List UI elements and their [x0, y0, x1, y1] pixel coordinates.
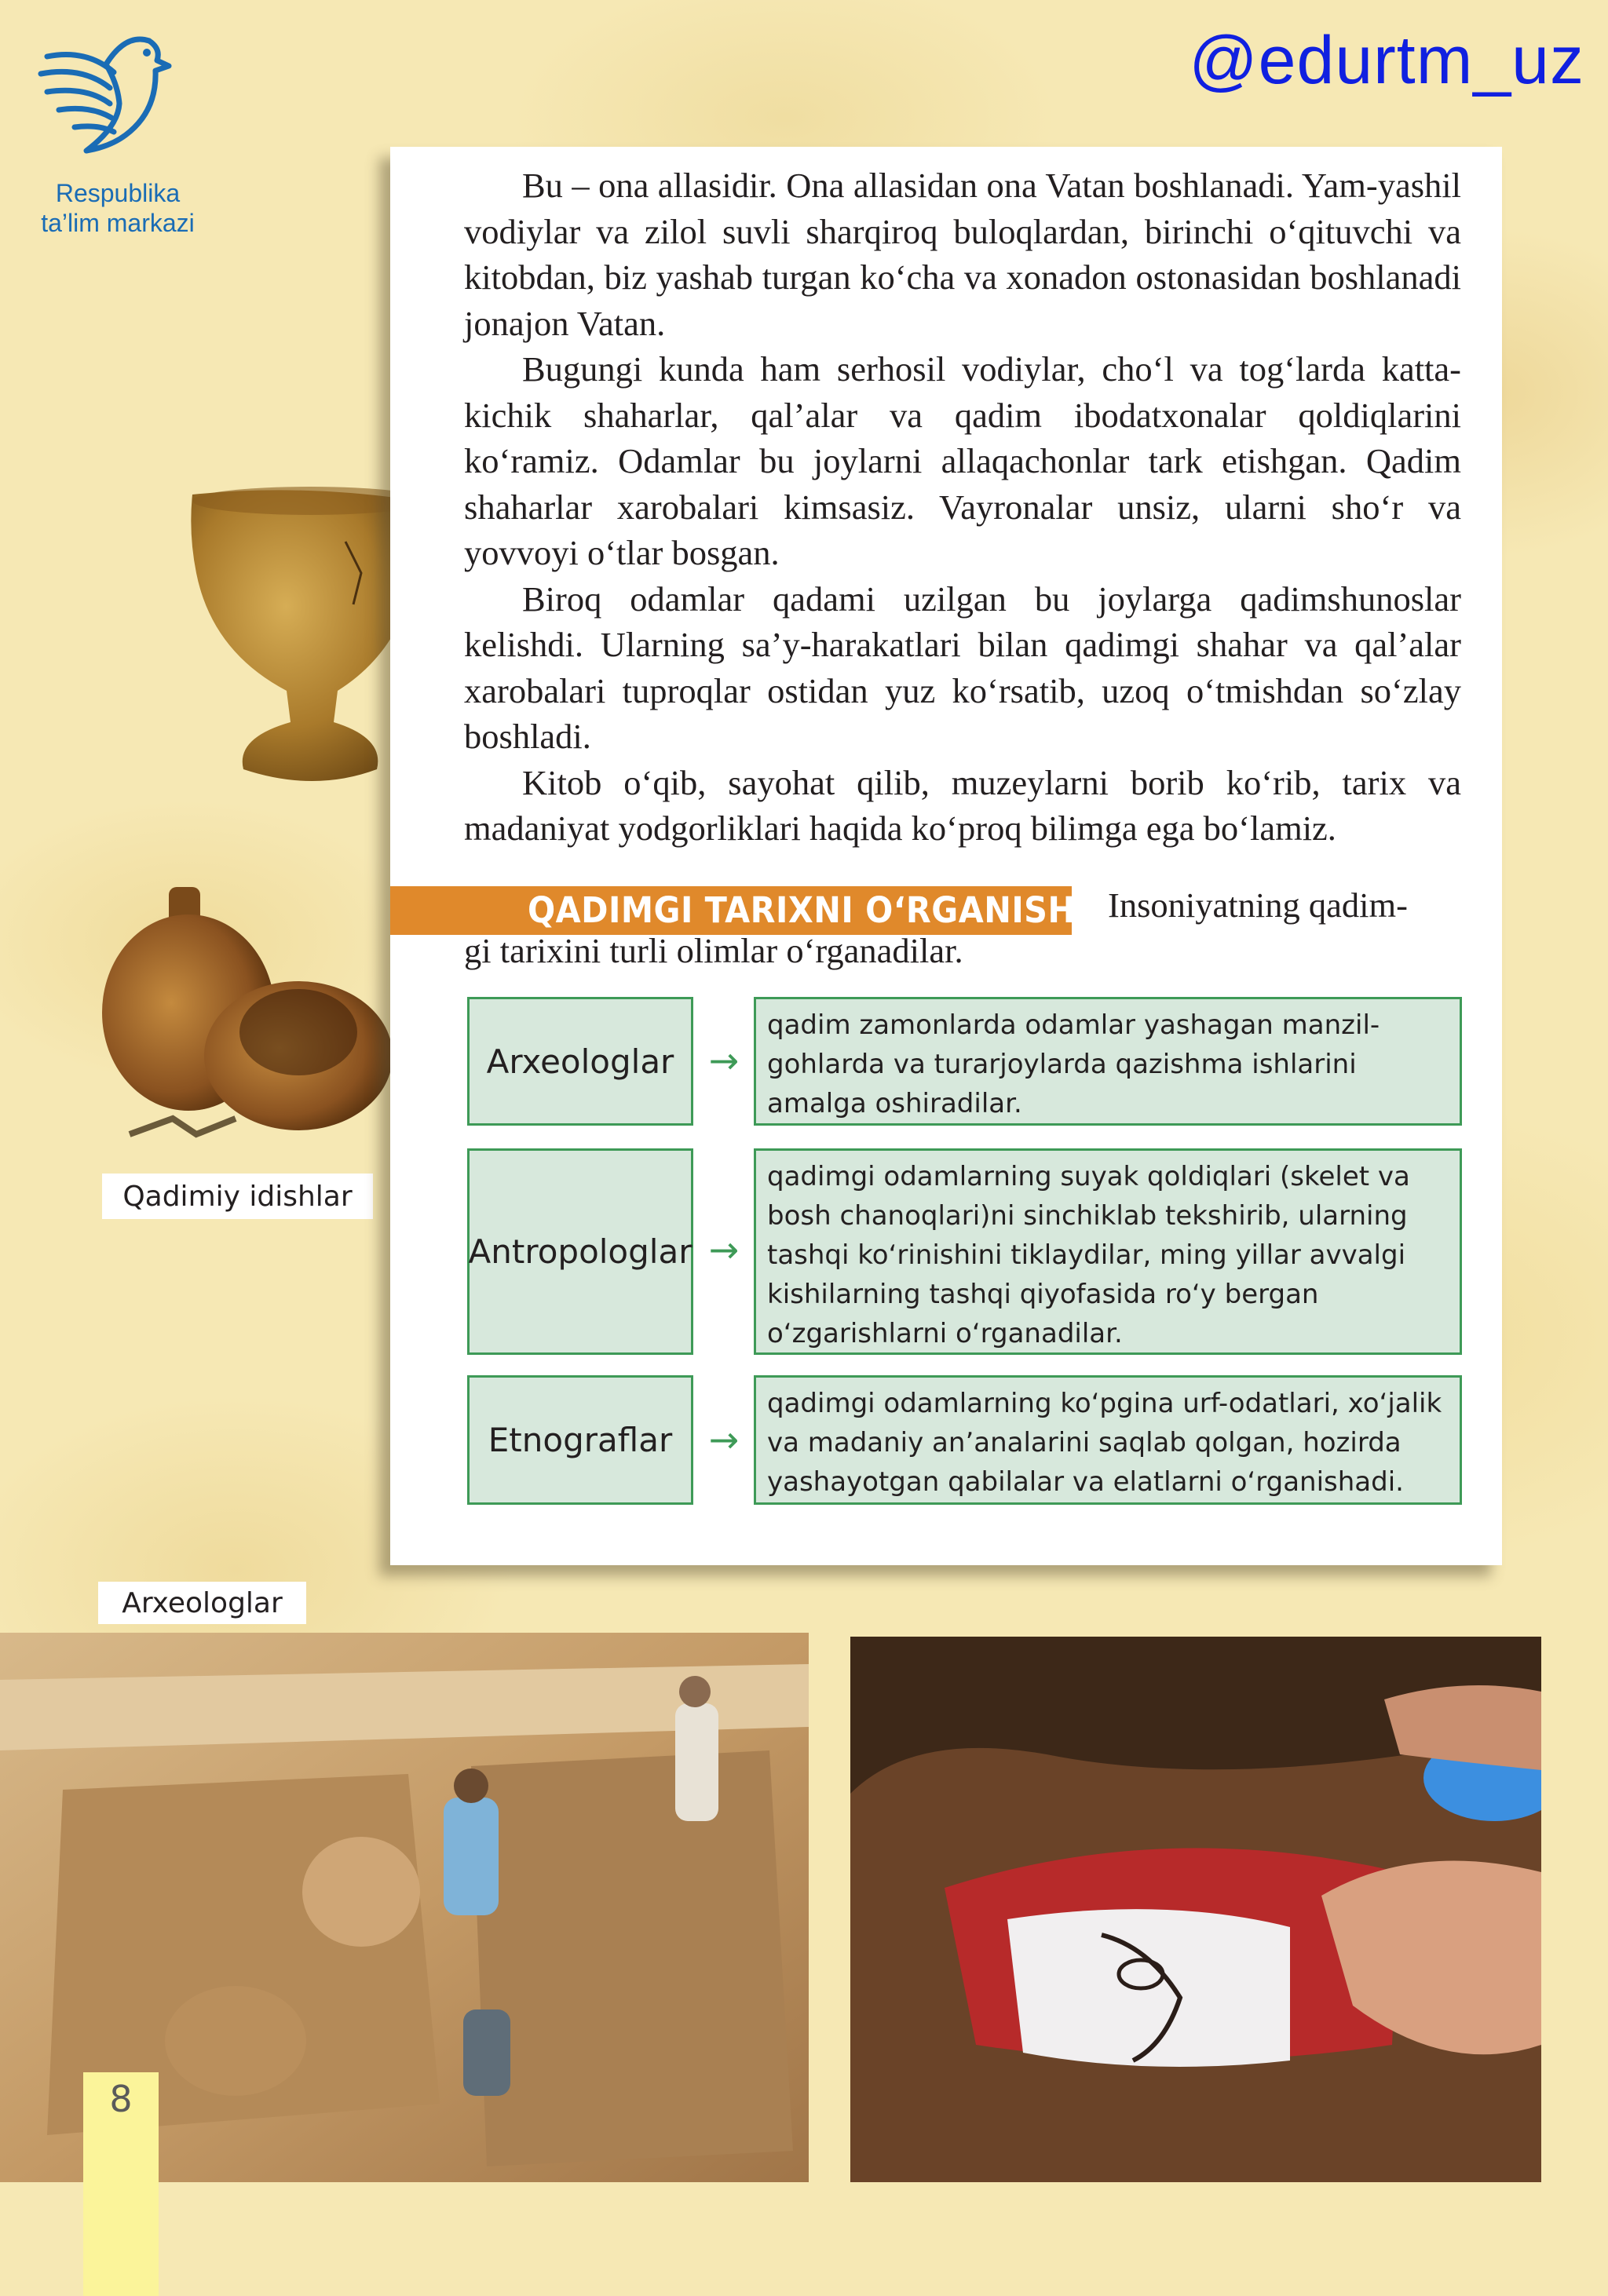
arrow-right-icon: →	[708, 1039, 740, 1082]
paragraph-2: Bugungi kunda ham serhosil vodiylar, cho‘l va tog‘larda katta-kichik shaharlar, qal’alar va qadim ibodatxonalar qoldiqlarini ko‘ramiz. Odamlar bu joylarni allaqachonlar tark etishgan. Qadim shaharlar xarobalari kimsasiz. Vayronalar unsiz, ularni sho‘r va yovvoyi o‘tlar bosgan.	[464, 349, 1461, 572]
paragraph-3: Biroq odamlar qadami uzilgan bu joylarga qadimshunoslar kelishdi. Ularning sa’y-harakatlari bilan qadimgi shahar va qal’alar xarobalari tuproqlar ostidan yuz ko‘rsatib, uzoq o‘tmishdan so‘zlay boshladi.	[464, 579, 1461, 756]
main-content-card	[390, 147, 1502, 1565]
paragraph-1: Bu – ona allasidir. Ona allasidan ona Vatan boshlanadi. Yam-yashil vodiylar va zilol suvli sharqiroq buloqlardan, birinchi o‘qituvchi va kitobdan, biz yashab turgan ko‘cha va xonadon ostonasidan boshlanadi jonajon Vatan.	[464, 166, 1461, 343]
watermark-handle: @edurtm_uz	[1189, 23, 1584, 98]
fresco-restoration-photo	[850, 1637, 1541, 2182]
dove-icon	[31, 17, 173, 166]
section-intro-end: gi tarixini turli olimlar o‘rganadilar.	[464, 931, 963, 970]
logo	[31, 17, 195, 237]
term-box-etnograflar: Etnograflar	[467, 1375, 693, 1505]
definition-antropologlar: qadimgi odamlarning suyak qoldiqlari (skelet va bosh chanoqlari)ni sinchiklab tekshirib, ularning tashqi ko‘rinishini tiklaydilar, ming yillar avvalgi kishilarning tashqi qiyofasida ro‘y bergan o‘zgarishlarni o‘rganadilar.	[754, 1148, 1462, 1355]
definition-arxeologlar: qadim zamonlarda odamlar yashagan manzil-gohlarda va turarjoylarda qazishma ishlarini amalga oshiradilar.	[754, 997, 1462, 1126]
paragraph-4: Kitob o‘qib, sayohat qilib, muzeylarni borib ko‘rib, tarix va madaniyat yodgorliklari haqida ko‘proq bilimga ega bo‘lamiz.	[464, 762, 1461, 848]
section-intro-start: Insoniyatning qadim-	[1108, 885, 1408, 925]
arrow-right-icon: →	[708, 1228, 740, 1271]
logo-line-1: Respublika	[55, 179, 181, 207]
arrow-right-icon: →	[708, 1418, 740, 1461]
term-box-arxeologlar: Arxeologlar	[467, 997, 693, 1126]
jug-vessels-image	[102, 883, 408, 1150]
term-box-antropologlar: Antropologlar	[467, 1148, 693, 1355]
caption-vessels: Qadimiy idishlar	[102, 1174, 373, 1219]
definition-etnograflar: qadimgi odamlarning ko‘pgina urf-odatlari, xo‘jalik va madaniy an’analarini saqlab qolgan, hozirda yashayotgan qabilalar va elatlarni o‘rganishadi.	[754, 1375, 1462, 1505]
body-text	[464, 162, 1461, 852]
logo-line-2: ta’lim markazi	[41, 209, 195, 237]
page-number: 8	[109, 2078, 133, 2120]
section-heading: QADIMGI TARIXNI O‘RGANISH	[528, 889, 1076, 931]
caption-archaeologists: Arxeologlar	[98, 1582, 306, 1624]
